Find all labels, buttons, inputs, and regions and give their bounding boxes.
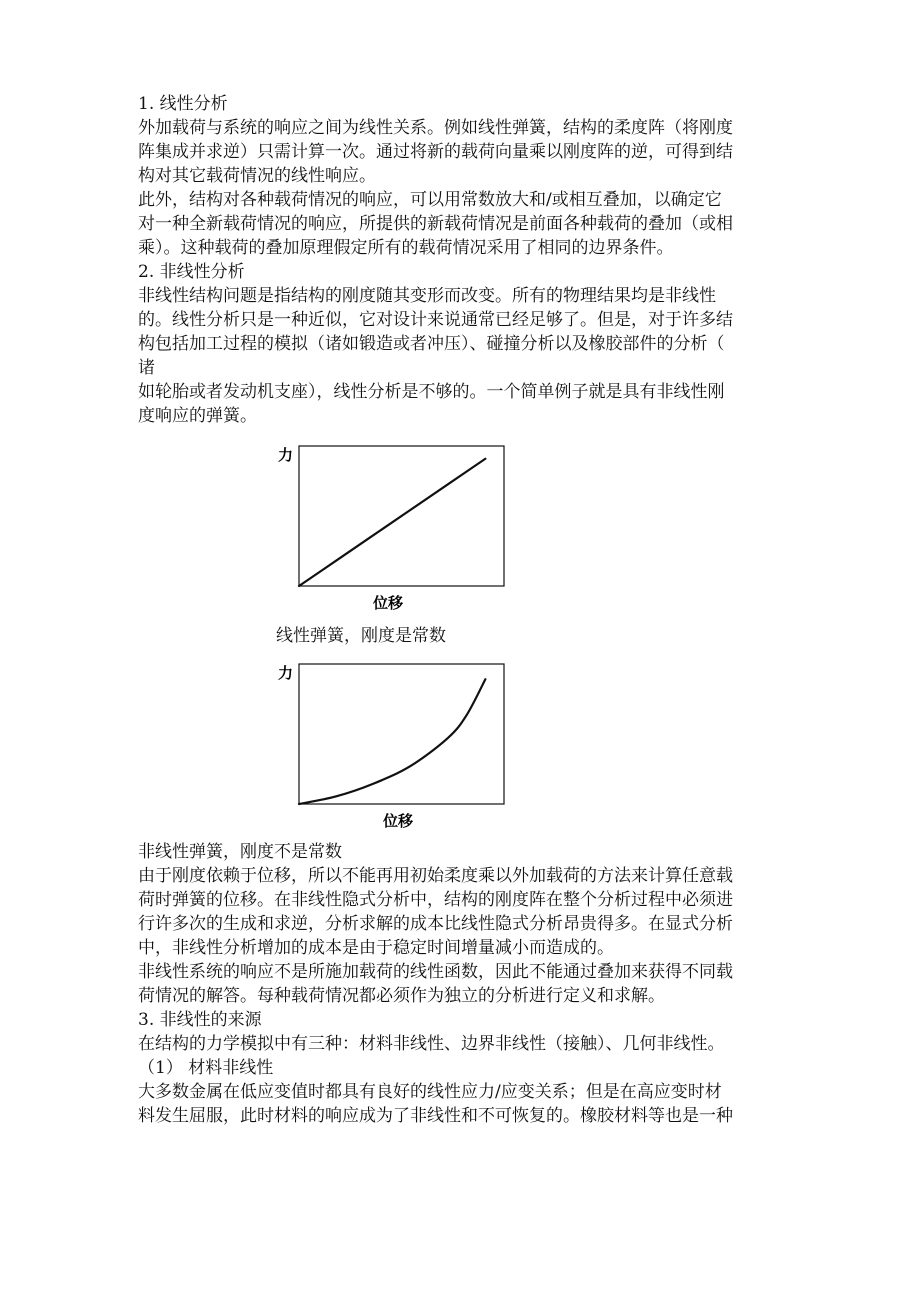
- linear-spring-caption: 线性弹簧，刚度是常数: [276, 626, 446, 646]
- paragraph-line: 构对其它载荷情况的线性响应。: [138, 166, 376, 186]
- paragraph-line: 由于刚度依赖于位移，所以不能再用初始柔度乘以外加载荷的方法来计算任意载: [138, 866, 733, 886]
- y-axis-label: 力: [278, 664, 294, 682]
- paragraph-line: 荷情况的解答。每种载荷情况都必须作为独立的分析进行定义和求解。: [138, 986, 665, 1006]
- x-axis-label: 位移: [383, 812, 414, 830]
- plot-frame: [299, 664, 504, 804]
- paragraph-line: 此外，结构对各种载荷情况的响应，可以用常数放大和/或相互叠加，以确定它: [138, 190, 722, 210]
- paragraph-line: 大多数金属在低应变值时都具有良好的线性应力/应变关系；但是在高应变时材: [138, 1082, 722, 1102]
- paragraph-line: 对一种全新载荷情况的响应，所提供的新载荷情况是前面各种载荷的叠加（或相: [138, 214, 733, 234]
- x-axis-label: 位移: [373, 594, 404, 612]
- linear-spring-chart: [270, 440, 520, 615]
- series-line: [299, 679, 485, 804]
- paragraph-line: 料发生屈服，此时材料的响应成为了非线性和不可恢复的。橡胶材料等也是一种: [138, 1106, 733, 1126]
- linear-spring-chart-svg: [270, 440, 520, 615]
- paragraph-line: 荷时弹簧的位移。在非线性隐式分析中，结构的刚度阵在整个分析过程中必须进: [138, 890, 733, 910]
- paragraph-line: 中，非线性分析增加的成本是由于稳定时间增量减小而造成的。: [138, 938, 614, 958]
- paragraph-line: 如轮胎或者发动机支座），线性分析是不够的。一个简单例子就是具有非线性刚: [138, 382, 725, 402]
- nonlinear-spring-caption: 非线性弹簧，刚度不是常数: [138, 842, 342, 862]
- heading-material-nonlinearity: （1） 材料非线性: [138, 1058, 274, 1078]
- series-line: [299, 459, 485, 586]
- paragraph-line: 阵集成并求逆）只需计算一次。通过将新的载荷向量乘以刚度阵的逆，可得到结: [138, 142, 733, 162]
- paragraph-line: 度响应的弹簧。: [138, 406, 257, 426]
- paragraph-line: 非线性系统的响应不是所施加载荷的线性函数，因此不能通过叠加来获得不同载: [138, 962, 733, 982]
- y-axis-label: 力: [278, 446, 294, 464]
- nonlinear-spring-chart-svg: [270, 658, 520, 833]
- paragraph-line: 诸: [138, 358, 155, 378]
- heading-nonlinear-analysis: 2. 非线性分析: [138, 262, 245, 282]
- paragraph-line: 乘）。这种载荷的叠加原理假定所有的载荷情况采用了相同的边界条件。: [138, 238, 674, 258]
- paragraph-line: 外加载荷与系统的响应之间为线性关系。例如线性弹簧，结构的柔度阵（将刚度: [138, 118, 733, 138]
- paragraph-line: 在结构的力学模拟中有三种：材料非线性、边界非线性（接触）、几何非线性。: [138, 1034, 725, 1054]
- nonlinear-spring-chart: [270, 658, 520, 833]
- heading-linear-analysis: 1. 线性分析: [138, 94, 228, 114]
- paragraph-line: 非线性结构问题是指结构的刚度随其变形而改变。所有的物理结果均是非线性: [138, 286, 716, 306]
- paragraph-line: 的。线性分析只是一种近似，它对设计来说通常已经足够了。但是，对于许多结: [138, 310, 733, 330]
- heading-nonlinearity-sources: 3. 非线性的来源: [138, 1010, 262, 1030]
- paragraph-line: 行许多次的生成和求逆，分析求解的成本比线性隐式分析昂贵得多。在显式分析: [138, 914, 733, 934]
- paragraph-line: 构包括加工过程的模拟（诸如锻造或者冲压）、碰撞分析以及橡胶部件的分析（: [138, 334, 725, 354]
